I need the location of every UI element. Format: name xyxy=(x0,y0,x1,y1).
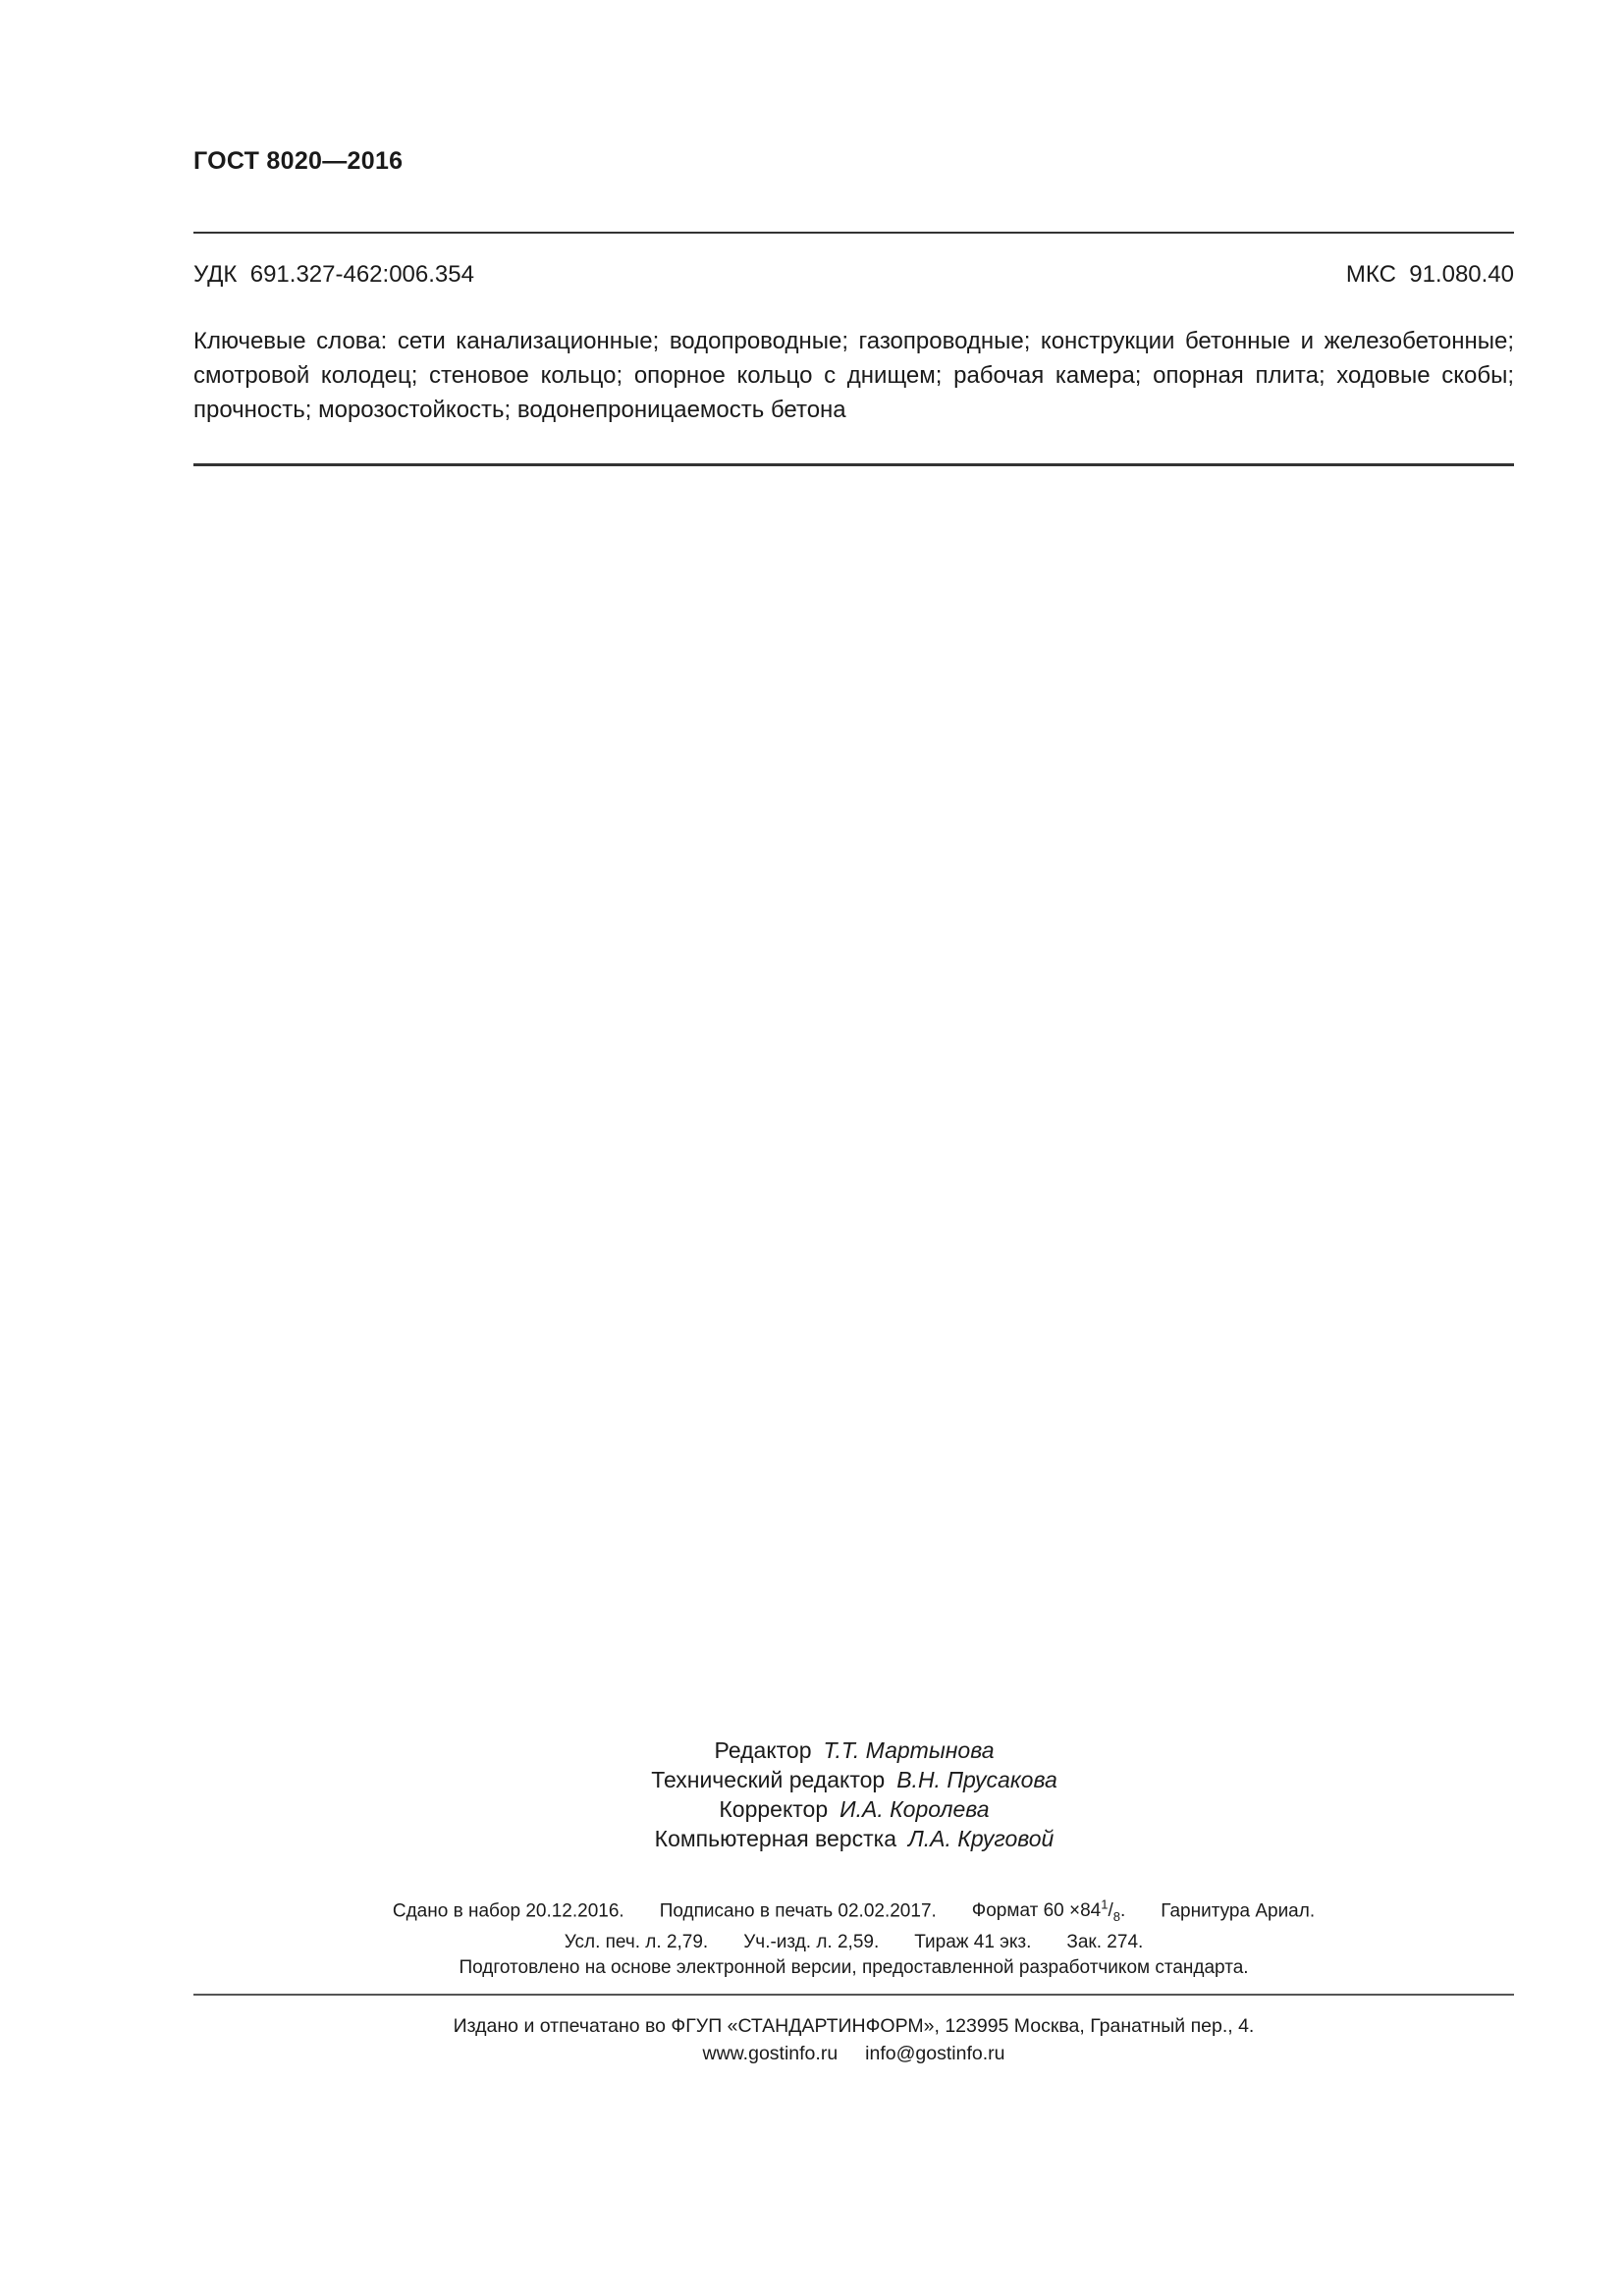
format-slash: / xyxy=(1108,1900,1113,1922)
paper-format xyxy=(971,1897,1126,1925)
email-link[interactable]: info@gostinfo.ru xyxy=(865,2043,1005,2064)
print-info-line-2 xyxy=(193,1930,1514,1955)
credit-person: Т.Т. Мартынова xyxy=(823,1737,995,1763)
order-number: Зак. 274. xyxy=(1066,1932,1144,1953)
credit-person: Л.А. Круговой xyxy=(908,1826,1055,1851)
credits-block xyxy=(550,1735,1159,1853)
credit-line xyxy=(550,1765,1159,1794)
keywords-paragraph: Ключевые слова: сети канализационные; водопроводные; газопроводные; конструкции бетонные и железобетонные; смотровой колодец; стеновое кольцо; опорное кольцо с днищем; рабочая камера; опорная плита; ходовые скобы; прочность; морозостойкость; водонепроницаемость бетона xyxy=(193,328,1514,423)
print-info-line-1 xyxy=(193,1893,1514,1930)
format-suffix: . xyxy=(1119,1900,1126,1922)
submitted-date: Сдано в набор 20.12.2016. xyxy=(392,1900,624,1922)
print-info-line-3: Подготовлено на основе электронной версии, предоставленной разработчиком стандарта. xyxy=(459,1957,1249,1979)
typeface: Гарнитура Ариал. xyxy=(1161,1900,1316,1922)
credit-line xyxy=(550,1735,1159,1765)
format-sub: 8 xyxy=(1112,1909,1120,1925)
credit-person: И.А. Королева xyxy=(839,1796,990,1822)
credit-person: В.Н. Прусакова xyxy=(896,1767,1057,1792)
mks-code: МКС 91.080.40 xyxy=(1345,261,1514,288)
top-divider xyxy=(193,232,1514,234)
print-run: Тираж 41 экз. xyxy=(914,1932,1032,1953)
middle-divider xyxy=(193,463,1514,466)
publisher-contacts xyxy=(193,2040,1514,2067)
print-info-block xyxy=(193,1893,1514,1981)
publisher-block xyxy=(193,2012,1514,2067)
credit-role: Корректор xyxy=(719,1796,829,1822)
credit-line xyxy=(550,1824,1159,1853)
format-prefix: Формат 60 ×84 xyxy=(971,1900,1102,1922)
bottom-divider xyxy=(193,1994,1514,1996)
format-sup: 1 xyxy=(1101,1897,1109,1912)
credit-role: Технический редактор xyxy=(651,1767,886,1792)
publisher-sheets: Уч.-изд. л. 2,59. xyxy=(743,1932,880,1953)
publisher-line: Издано и отпечатано во ФГУП «СТАНДАРТИНФОРМ», 123995 Москва, Гранатный пер., 4. xyxy=(453,2015,1255,2037)
printed-sheets: Усл. печ. л. 2,79. xyxy=(564,1932,709,1953)
credit-role: Редактор xyxy=(714,1737,812,1763)
document-title: ГОСТ 8020—2016 xyxy=(193,147,404,175)
signed-date: Подписано в печать 02.02.2017. xyxy=(659,1900,937,1922)
credit-line xyxy=(550,1794,1159,1824)
udk-code: УДК 691.327-462:006.354 xyxy=(193,261,474,288)
website-link[interactable]: www.gostinfo.ru xyxy=(702,2043,839,2064)
credit-role: Компьютерная верстка xyxy=(654,1826,896,1851)
